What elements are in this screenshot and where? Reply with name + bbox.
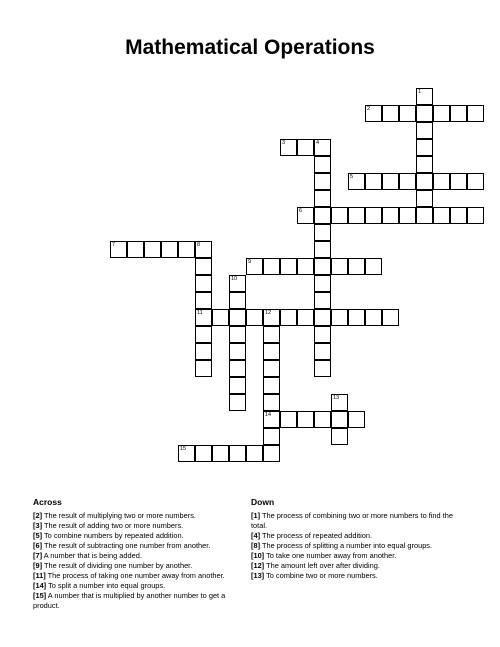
clue-number: [4] [251, 531, 261, 540]
clue-item [251, 571, 466, 581]
crossword-cell[interactable] [280, 411, 297, 428]
clue-number: [3] [33, 521, 43, 530]
crossword-cell[interactable] [229, 360, 246, 377]
clue-number-label: 12 [265, 310, 272, 316]
clue-number: [6] [33, 541, 43, 550]
crossword-cell[interactable] [331, 309, 348, 326]
crossword-cell[interactable] [399, 105, 416, 122]
across-clues [33, 497, 248, 611]
clue-item [33, 531, 248, 541]
clue-item [33, 541, 248, 551]
crossword-cell[interactable] [314, 326, 331, 343]
crossword-cell[interactable] [229, 292, 246, 309]
crossword-cell[interactable] [280, 139, 297, 156]
clue-text: The process of splitting a number into equal groups. [260, 541, 433, 550]
crossword-cell[interactable] [127, 241, 144, 258]
clue-item [33, 581, 248, 591]
crossword-cell[interactable] [263, 309, 280, 326]
crossword-cell[interactable] [348, 309, 365, 326]
crossword-cell[interactable] [280, 309, 297, 326]
clue-item [251, 531, 466, 541]
crossword-cell[interactable] [263, 258, 280, 275]
clue-text: The result of dividing one number by another. [42, 561, 193, 570]
crossword-cell[interactable] [246, 445, 263, 462]
clue-item [251, 551, 466, 561]
crossword-cell[interactable] [263, 326, 280, 343]
clue-text: To take one number away from another. [264, 551, 397, 560]
clue-number-label: 14 [265, 412, 272, 418]
clue-number: [12] [251, 561, 265, 570]
clue-number-label: 11 [197, 310, 203, 316]
crossword-cell[interactable] [399, 173, 416, 190]
crossword-cell[interactable] [399, 207, 416, 224]
clue-text: The amount left over after dividing. [264, 561, 380, 570]
clue-text: The result of subtracting one number from another. [42, 541, 211, 550]
crossword-cell[interactable] [314, 224, 331, 241]
clue-number-label: 13 [333, 395, 340, 401]
crossword-cell[interactable] [314, 207, 331, 224]
clue-number: [8] [251, 541, 261, 550]
crossword-cell[interactable] [365, 173, 382, 190]
crossword-cell[interactable] [433, 207, 450, 224]
crossword-cell[interactable] [314, 139, 331, 156]
clue-number-label: 6 [299, 208, 303, 214]
crossword-cell[interactable] [246, 258, 263, 275]
clue-item [33, 571, 248, 581]
crossword-cell[interactable] [144, 241, 161, 258]
clue-number: [7] [33, 551, 43, 560]
clue-number-label: 10 [231, 276, 238, 282]
crossword-cell[interactable] [365, 258, 382, 275]
crossword-cell[interactable] [331, 207, 348, 224]
crossword-cell[interactable] [263, 343, 280, 360]
crossword-cell[interactable] [331, 394, 348, 411]
clue-text: To combine two or more numbers. [264, 571, 378, 580]
clue-item [33, 561, 248, 571]
crossword-cell[interactable] [161, 241, 178, 258]
crossword-cell[interactable] [195, 309, 212, 326]
crossword-cell[interactable] [416, 122, 433, 139]
clue-item [33, 551, 248, 561]
clue-text: The process of combining two or more numbers to find the total. [251, 511, 453, 530]
crossword-cell[interactable] [195, 326, 212, 343]
crossword-cell[interactable] [382, 207, 399, 224]
crossword-cell[interactable] [297, 207, 314, 224]
crossword-cell[interactable] [416, 190, 433, 207]
crossword-cell[interactable] [314, 190, 331, 207]
clue-text: The result of adding two or more numbers. [42, 521, 184, 530]
crossword-cell[interactable] [195, 343, 212, 360]
clue-number-label: 2 [367, 106, 371, 112]
down-heading: Down [251, 497, 275, 507]
crossword-cell[interactable] [450, 173, 467, 190]
crossword-cell[interactable] [314, 411, 331, 428]
crossword-cell[interactable] [365, 105, 382, 122]
crossword-cell[interactable] [365, 207, 382, 224]
clue-item [33, 591, 248, 611]
crossword-cell[interactable] [263, 394, 280, 411]
crossword-cell[interactable] [416, 88, 433, 105]
clue-number-label: 1 [418, 89, 422, 95]
crossword-cell[interactable] [229, 326, 246, 343]
crossword-cell[interactable] [297, 139, 314, 156]
crossword-cell[interactable] [280, 258, 297, 275]
crossword-cell[interactable] [348, 207, 365, 224]
crossword-cell[interactable] [331, 428, 348, 445]
clue-text: To split a number into equal groups. [46, 581, 166, 590]
crossword-cell[interactable] [416, 105, 433, 122]
crossword-cell[interactable] [229, 445, 246, 462]
crossword-cell[interactable] [297, 411, 314, 428]
clue-number-label: 4 [316, 140, 320, 146]
crossword-cell[interactable] [263, 411, 280, 428]
crossword-cell[interactable] [416, 173, 433, 190]
clue-number-label: 3 [282, 140, 286, 146]
crossword-cell[interactable] [365, 309, 382, 326]
clue-number-label: 7 [112, 242, 116, 248]
clue-number: [15] [33, 591, 47, 600]
clue-item [33, 521, 248, 531]
clue-text: The result of multiplying two or more numbers. [42, 511, 196, 520]
crossword-cell[interactable] [467, 207, 484, 224]
crossword-cell[interactable] [314, 292, 331, 309]
crossword-cell[interactable] [382, 309, 399, 326]
clue-number-label: 5 [350, 174, 354, 180]
crossword-cell[interactable] [467, 173, 484, 190]
crossword-cell[interactable] [246, 309, 263, 326]
crossword-cell[interactable] [229, 377, 246, 394]
crossword-cell[interactable] [263, 428, 280, 445]
crossword-cell[interactable] [195, 292, 212, 309]
crossword-cell[interactable] [314, 156, 331, 173]
page-title: Mathematical Operations [125, 36, 375, 59]
crossword-cell[interactable] [263, 360, 280, 377]
crossword-cell[interactable] [229, 275, 246, 292]
crossword-cell[interactable] [467, 105, 484, 122]
crossword-cell[interactable] [195, 360, 212, 377]
crossword-cell[interactable] [263, 445, 280, 462]
crossword-cell[interactable] [229, 394, 246, 411]
crossword-cell[interactable] [450, 207, 467, 224]
crossword-cell[interactable] [382, 173, 399, 190]
clue-number: [13] [251, 571, 265, 580]
crossword-cell[interactable] [212, 445, 229, 462]
crossword-cell[interactable] [195, 275, 212, 292]
crossword-cell[interactable] [416, 207, 433, 224]
crossword-cell[interactable] [178, 241, 195, 258]
clue-item [33, 511, 248, 521]
clue-number-label: 8 [197, 242, 201, 248]
clue-number: [10] [251, 551, 265, 560]
crossword-cell[interactable] [348, 173, 365, 190]
clue-number: [5] [33, 531, 43, 540]
crossword-cell[interactable] [433, 173, 450, 190]
across-heading: Across [33, 497, 62, 507]
down-clues [251, 497, 466, 581]
crossword-cell[interactable] [416, 139, 433, 156]
clue-item [251, 541, 466, 551]
clue-text: The process of taking one number away from another. [45, 571, 225, 580]
clue-text: To combine numbers by repeated addition. [42, 531, 184, 540]
clue-number: [1] [251, 511, 261, 520]
crossword-cell[interactable] [263, 377, 280, 394]
crossword-cell[interactable] [382, 105, 399, 122]
crossword-cell[interactable] [195, 445, 212, 462]
clue-item [251, 561, 466, 571]
crossword-cell[interactable] [229, 343, 246, 360]
clue-number: [14] [33, 581, 47, 590]
crossword-cell[interactable] [314, 275, 331, 292]
clue-number: [9] [33, 561, 43, 570]
clue-text: A number that is multiplied by another number to get a product. [33, 591, 226, 610]
crossword-cell[interactable] [331, 258, 348, 275]
crossword-cell[interactable] [348, 258, 365, 275]
clue-item [251, 511, 466, 531]
crossword-cell[interactable] [433, 105, 450, 122]
crossword-cell[interactable] [297, 309, 314, 326]
crossword-cell[interactable] [110, 241, 127, 258]
crossword-cell[interactable] [195, 241, 212, 258]
clue-number-label: 15 [180, 446, 187, 452]
clue-number: [11] [33, 571, 46, 580]
crossword-cell[interactable] [314, 241, 331, 258]
crossword-cell[interactable] [450, 105, 467, 122]
crossword-cell[interactable] [314, 309, 331, 326]
crossword-cell[interactable] [348, 411, 365, 428]
clue-text: A number that is being added. [42, 551, 142, 560]
crossword-cell[interactable] [314, 258, 331, 275]
crossword-cell[interactable] [297, 258, 314, 275]
crossword-cell[interactable] [212, 309, 229, 326]
crossword-cell[interactable] [314, 173, 331, 190]
crossword-cell[interactable] [229, 309, 246, 326]
clue-number-label: 9 [248, 259, 252, 265]
crossword-cell[interactable] [416, 156, 433, 173]
crossword-cell[interactable] [331, 411, 348, 428]
clue-text: The process of repeated addition. [260, 531, 373, 540]
crossword-cell[interactable] [178, 445, 195, 462]
crossword-cell[interactable] [314, 343, 331, 360]
clue-number: [2] [33, 511, 43, 520]
crossword-cell[interactable] [195, 258, 212, 275]
crossword-cell[interactable] [314, 360, 331, 377]
